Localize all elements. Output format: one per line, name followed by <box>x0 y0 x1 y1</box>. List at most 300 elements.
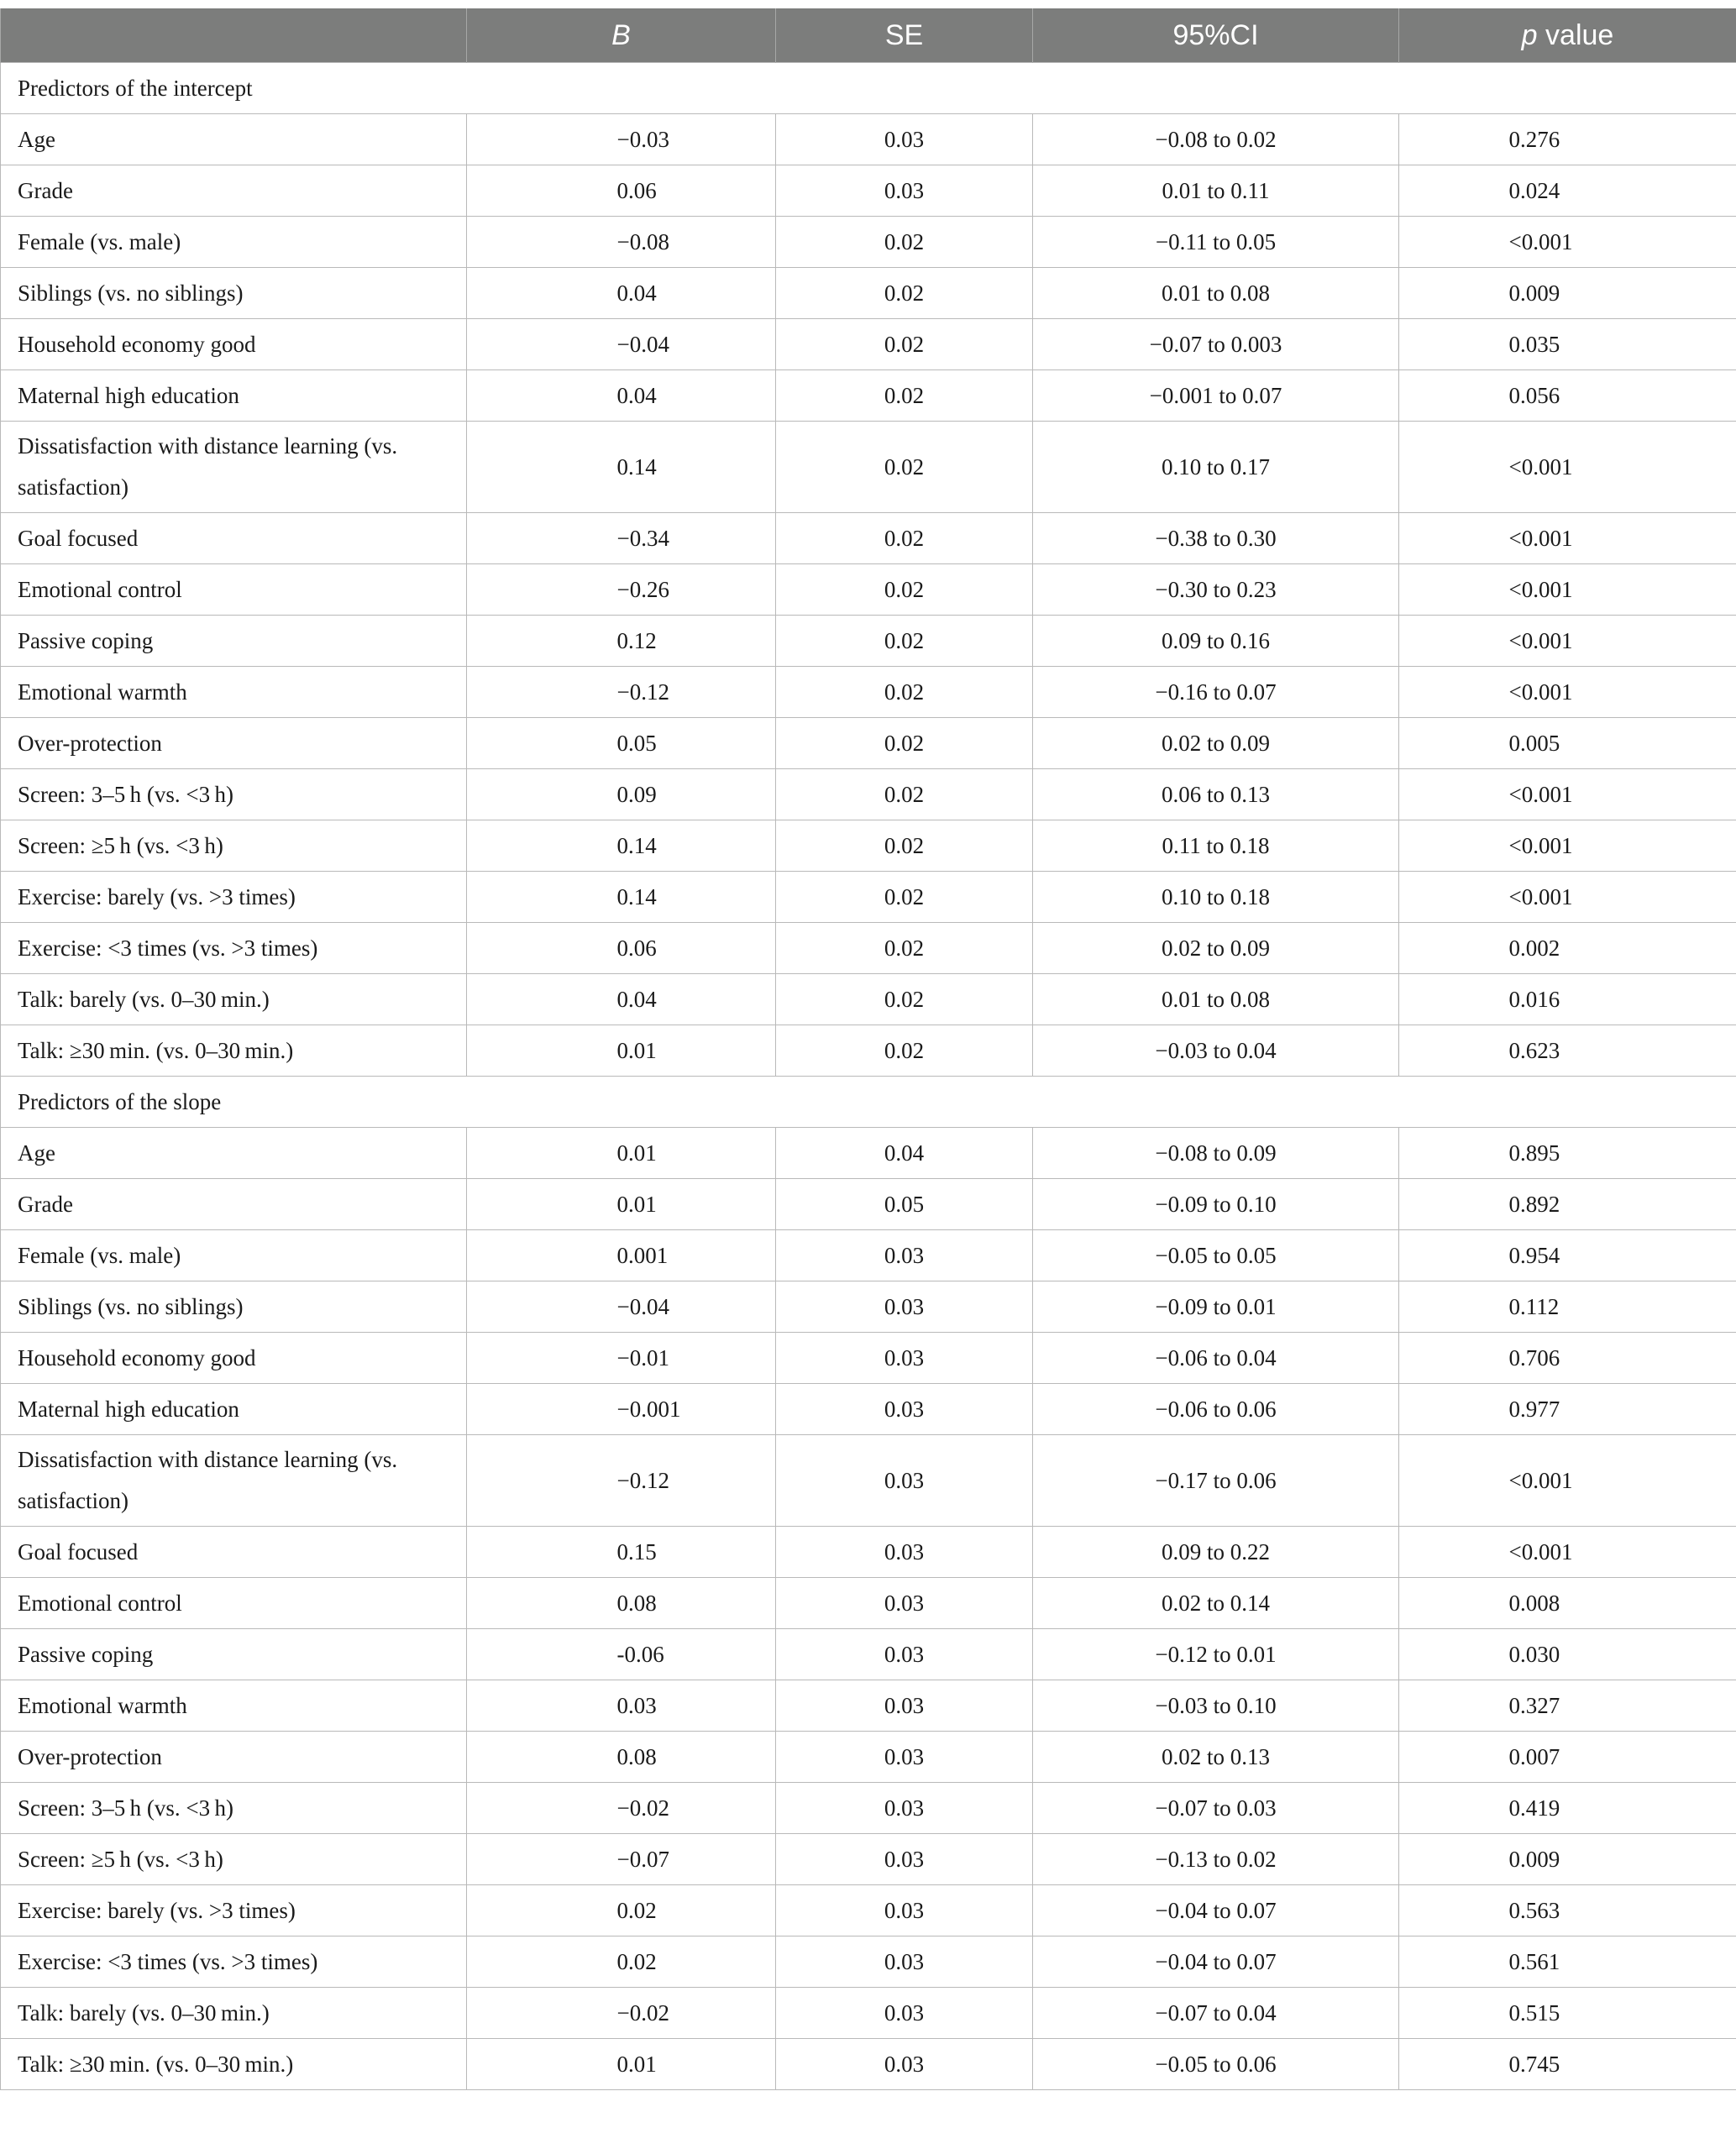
table-row <box>1 114 1736 165</box>
table-row <box>1 2039 1736 2090</box>
b-cell <box>467 2039 776 2090</box>
predictor-label: Passive coping <box>1 616 467 667</box>
ci-value: −0.04 to 0.07 <box>1033 1936 1399 1988</box>
p-value: 0.561 <box>1508 1948 1560 1974</box>
ci-value: 0.09 to 0.22 <box>1033 1527 1399 1578</box>
regression-table-container <box>0 8 1736 2090</box>
p-cell <box>1399 1384 1736 1435</box>
p-value: 0.007 <box>1508 1743 1560 1769</box>
b-value: 0.06 <box>616 177 657 203</box>
table-header <box>1 8 1736 63</box>
b-cell <box>467 1783 776 1834</box>
p-cell <box>1399 769 1736 820</box>
p-cell <box>1399 513 1736 564</box>
b-cell <box>467 616 776 667</box>
p-value: 0.030 <box>1508 1641 1560 1667</box>
b-value: 0.03 <box>616 1692 657 1718</box>
se-value: 0.02 <box>776 820 1033 872</box>
predictor-label: Age <box>1 1128 467 1179</box>
section-title: Predictors of the intercept <box>1 63 1736 114</box>
section-title: Predictors of the slope <box>1 1077 1736 1128</box>
p-value: 0.563 <box>1508 1897 1560 1923</box>
p-value: 0.745 <box>1508 2051 1560 2077</box>
p-value: <0.001 <box>1508 883 1573 909</box>
p-cell <box>1399 1834 1736 1885</box>
ci-value: 0.09 to 0.16 <box>1033 616 1399 667</box>
b-value: 0.04 <box>616 986 657 1012</box>
table-row <box>1 820 1736 872</box>
ci-value: 0.01 to 0.08 <box>1033 974 1399 1025</box>
table-row <box>1 1988 1736 2039</box>
p-cell <box>1399 1128 1736 1179</box>
b-value: 0.14 <box>616 832 657 858</box>
p-cell <box>1399 1435 1736 1527</box>
p-cell <box>1399 718 1736 769</box>
b-value: 0.05 <box>616 730 657 756</box>
table-row <box>1 1936 1736 1988</box>
b-value: 0.04 <box>616 382 657 408</box>
p-value: <0.001 <box>1508 576 1573 602</box>
p-value: <0.001 <box>1508 627 1573 653</box>
p-value: 0.005 <box>1508 730 1560 756</box>
p-value: 0.009 <box>1508 1846 1560 1872</box>
p-cell <box>1399 114 1736 165</box>
b-cell <box>467 1988 776 2039</box>
se-value: 0.03 <box>776 1783 1033 1834</box>
table-row <box>1 1885 1736 1936</box>
b-cell <box>467 1527 776 1578</box>
ci-value: −0.03 to 0.10 <box>1033 1680 1399 1732</box>
p-cell <box>1399 370 1736 422</box>
predictor-label: Emotional control <box>1 564 467 616</box>
ci-value: −0.30 to 0.23 <box>1033 564 1399 616</box>
header-p-text: value <box>1537 18 1614 51</box>
b-cell <box>467 923 776 974</box>
table-row <box>1 1128 1736 1179</box>
se-value: 0.05 <box>776 1179 1033 1230</box>
b-value: 0.001 <box>616 1242 669 1268</box>
b-cell <box>467 820 776 872</box>
b-cell <box>467 165 776 217</box>
b-cell <box>467 422 776 513</box>
table-row <box>1 616 1736 667</box>
p-value: 0.016 <box>1508 986 1560 1012</box>
table-row <box>1 422 1736 513</box>
predictor-label: Maternal high education <box>1 370 467 422</box>
header-p-value <box>1399 8 1736 63</box>
predictor-label: Maternal high education <box>1 1384 467 1435</box>
table-row <box>1 1834 1736 1885</box>
b-cell <box>467 1578 776 1629</box>
b-value: −0.001 <box>616 1396 681 1422</box>
p-cell <box>1399 1527 1736 1578</box>
table-row <box>1 667 1736 718</box>
table-row <box>1 769 1736 820</box>
ci-value: −0.11 to 0.05 <box>1033 217 1399 268</box>
ci-value: −0.03 to 0.04 <box>1033 1025 1399 1077</box>
se-value: 0.02 <box>776 923 1033 974</box>
se-value: 0.02 <box>776 974 1033 1025</box>
se-value: 0.03 <box>776 1230 1033 1281</box>
p-value: <0.001 <box>1508 1538 1573 1564</box>
b-value: -0.06 <box>616 1641 664 1667</box>
table-row <box>1 1333 1736 1384</box>
table-row <box>1 1025 1736 1077</box>
p-cell <box>1399 1281 1736 1333</box>
se-value: 0.02 <box>776 564 1033 616</box>
b-value: 0.01 <box>616 1037 657 1063</box>
ci-value: −0.38 to 0.30 <box>1033 513 1399 564</box>
ci-value: −0.13 to 0.02 <box>1033 1834 1399 1885</box>
b-cell <box>467 268 776 319</box>
b-cell <box>467 1834 776 1885</box>
b-value: 0.01 <box>616 1140 657 1166</box>
b-cell <box>467 1885 776 1936</box>
p-cell <box>1399 923 1736 974</box>
ci-value: −0.07 to 0.003 <box>1033 319 1399 370</box>
b-cell <box>467 974 776 1025</box>
ci-value: −0.05 to 0.05 <box>1033 1230 1399 1281</box>
b-cell <box>467 1128 776 1179</box>
p-cell <box>1399 1988 1736 2039</box>
b-cell <box>467 1179 776 1230</box>
p-value: 0.515 <box>1508 1999 1560 2026</box>
b-cell <box>467 513 776 564</box>
se-value: 0.03 <box>776 1885 1033 1936</box>
p-cell <box>1399 1783 1736 1834</box>
ci-value: −0.08 to 0.09 <box>1033 1128 1399 1179</box>
predictor-label: Exercise: <3 times (vs. >3 times) <box>1 1936 467 1988</box>
ci-value: −0.17 to 0.06 <box>1033 1435 1399 1527</box>
b-cell <box>467 1333 776 1384</box>
b-value: −0.12 <box>616 1467 669 1493</box>
b-value: −0.04 <box>616 331 669 357</box>
se-value: 0.02 <box>776 268 1033 319</box>
se-value: 0.03 <box>776 1435 1033 1527</box>
predictor-label: Screen: 3–5 h (vs. <3 h) <box>1 1783 467 1834</box>
p-cell <box>1399 872 1736 923</box>
b-value: −0.26 <box>616 576 669 602</box>
b-value: 0.09 <box>616 781 657 807</box>
se-value: 0.02 <box>776 872 1033 923</box>
p-value: 0.419 <box>1508 1795 1560 1821</box>
p-value: 0.112 <box>1508 1293 1560 1319</box>
predictor-label: Siblings (vs. no siblings) <box>1 268 467 319</box>
table-row <box>1 1578 1736 1629</box>
table-body <box>1 63 1736 2090</box>
p-value: 0.892 <box>1508 1191 1560 1217</box>
p-cell <box>1399 1936 1736 1988</box>
b-value: 0.02 <box>616 1948 657 1974</box>
p-value: <0.001 <box>1508 228 1573 254</box>
b-cell <box>467 564 776 616</box>
b-value: 0.04 <box>616 280 657 306</box>
p-value: <0.001 <box>1508 525 1573 551</box>
table-row <box>1 1230 1736 1281</box>
section-row <box>1 63 1736 114</box>
predictor-label: Female (vs. male) <box>1 1230 467 1281</box>
se-value: 0.02 <box>776 616 1033 667</box>
p-value: 0.002 <box>1508 935 1560 961</box>
predictor-label: Household economy good <box>1 319 467 370</box>
header-ci: 95%CI <box>1033 8 1399 63</box>
p-cell <box>1399 1732 1736 1783</box>
predictor-label: Siblings (vs. no siblings) <box>1 1281 467 1333</box>
ci-value: −0.16 to 0.07 <box>1033 667 1399 718</box>
predictor-label: Female (vs. male) <box>1 217 467 268</box>
se-value: 0.03 <box>776 1936 1033 1988</box>
ci-value: −0.001 to 0.07 <box>1033 370 1399 422</box>
p-value: <0.001 <box>1508 781 1573 807</box>
se-value: 0.03 <box>776 2039 1033 2090</box>
b-cell <box>467 1025 776 1077</box>
p-value: <0.001 <box>1508 453 1573 480</box>
b-cell <box>467 1281 776 1333</box>
predictor-label: Age <box>1 114 467 165</box>
p-cell <box>1399 1578 1736 1629</box>
predictor-label: Household economy good <box>1 1333 467 1384</box>
b-value: 0.06 <box>616 935 657 961</box>
ci-value: 0.01 to 0.08 <box>1033 268 1399 319</box>
b-value: 0.01 <box>616 1191 657 1217</box>
header-row <box>1 8 1736 63</box>
se-value: 0.02 <box>776 370 1033 422</box>
b-cell <box>467 1230 776 1281</box>
se-value: 0.03 <box>776 1281 1033 1333</box>
b-value: −0.03 <box>616 126 669 152</box>
se-value: 0.03 <box>776 1629 1033 1680</box>
b-cell <box>467 1384 776 1435</box>
p-cell <box>1399 2039 1736 2090</box>
ci-value: 0.11 to 0.18 <box>1033 820 1399 872</box>
p-cell <box>1399 217 1736 268</box>
table-row <box>1 319 1736 370</box>
table-row <box>1 1680 1736 1732</box>
b-cell <box>467 1629 776 1680</box>
b-cell <box>467 1435 776 1527</box>
predictor-label: Over-protection <box>1 718 467 769</box>
table-row <box>1 268 1736 319</box>
se-value: 0.03 <box>776 114 1033 165</box>
table-row <box>1 370 1736 422</box>
p-value: <0.001 <box>1508 679 1573 705</box>
b-value: 0.08 <box>616 1590 657 1616</box>
table-row <box>1 513 1736 564</box>
se-value: 0.03 <box>776 1988 1033 2039</box>
p-value: 0.056 <box>1508 382 1560 408</box>
b-value: 0.02 <box>616 1897 657 1923</box>
b-cell <box>467 1732 776 1783</box>
predictor-label: Emotional control <box>1 1578 467 1629</box>
ci-value: −0.09 to 0.01 <box>1033 1281 1399 1333</box>
se-value: 0.02 <box>776 769 1033 820</box>
p-value: 0.954 <box>1508 1242 1560 1268</box>
header-se: SE <box>776 8 1033 63</box>
ci-value: −0.08 to 0.02 <box>1033 114 1399 165</box>
predictor-label: Passive coping <box>1 1629 467 1680</box>
p-cell <box>1399 1025 1736 1077</box>
p-cell <box>1399 616 1736 667</box>
p-cell <box>1399 1230 1736 1281</box>
b-value: 0.14 <box>616 883 657 909</box>
header-predictor <box>1 8 467 63</box>
p-cell <box>1399 165 1736 217</box>
b-cell <box>467 769 776 820</box>
se-value: 0.03 <box>776 1333 1033 1384</box>
predictor-label: Exercise: <3 times (vs. >3 times) <box>1 923 467 974</box>
header-b: B <box>467 8 776 63</box>
p-value: 0.276 <box>1508 126 1560 152</box>
p-cell <box>1399 667 1736 718</box>
p-cell <box>1399 1179 1736 1230</box>
predictor-label: Talk: barely (vs. 0–30 min.) <box>1 1988 467 2039</box>
table-row <box>1 718 1736 769</box>
se-value: 0.03 <box>776 1834 1033 1885</box>
ci-value: −0.04 to 0.07 <box>1033 1885 1399 1936</box>
predictor-label: Talk: barely (vs. 0–30 min.) <box>1 974 467 1025</box>
b-value: −0.08 <box>616 228 669 254</box>
header-p-symbol: p <box>1521 18 1538 51</box>
ci-value: −0.07 to 0.04 <box>1033 1988 1399 2039</box>
b-value: 0.14 <box>616 453 657 480</box>
b-cell <box>467 370 776 422</box>
b-cell <box>467 872 776 923</box>
se-value: 0.03 <box>776 1384 1033 1435</box>
p-cell <box>1399 820 1736 872</box>
predictor-label: Exercise: barely (vs. >3 times) <box>1 1885 467 1936</box>
p-value: 0.008 <box>1508 1590 1560 1616</box>
se-value: 0.02 <box>776 319 1033 370</box>
se-value: 0.03 <box>776 1732 1033 1783</box>
b-cell <box>467 1936 776 1988</box>
predictor-label: Screen: 3–5 h (vs. <3 h) <box>1 769 467 820</box>
predictor-label: Over-protection <box>1 1732 467 1783</box>
p-value: 0.024 <box>1508 177 1560 203</box>
table-row <box>1 1281 1736 1333</box>
se-value: 0.02 <box>776 513 1033 564</box>
ci-value: −0.09 to 0.10 <box>1033 1179 1399 1230</box>
predictor-label: Screen: ≥5 h (vs. <3 h) <box>1 820 467 872</box>
b-value: 0.08 <box>616 1743 657 1769</box>
ci-value: 0.02 to 0.09 <box>1033 718 1399 769</box>
table-row <box>1 1179 1736 1230</box>
se-value: 0.03 <box>776 1680 1033 1732</box>
table-row <box>1 1629 1736 1680</box>
predictor-label: Emotional warmth <box>1 1680 467 1732</box>
table-row <box>1 1732 1736 1783</box>
table-row <box>1 1435 1736 1527</box>
b-value: −0.34 <box>616 525 669 551</box>
ci-value: −0.05 to 0.06 <box>1033 2039 1399 2090</box>
se-value: 0.02 <box>776 718 1033 769</box>
b-value: 0.12 <box>616 627 657 653</box>
ci-value: −0.12 to 0.01 <box>1033 1629 1399 1680</box>
p-value: 0.895 <box>1508 1140 1560 1166</box>
se-value: 0.02 <box>776 422 1033 513</box>
ci-value: −0.06 to 0.04 <box>1033 1333 1399 1384</box>
b-cell <box>467 718 776 769</box>
ci-value: 0.02 to 0.13 <box>1033 1732 1399 1783</box>
predictor-label: Dissatisfaction with distance learning (vs. satisfaction) <box>1 422 467 513</box>
ci-value: 0.02 to 0.14 <box>1033 1578 1399 1629</box>
se-value: 0.02 <box>776 217 1033 268</box>
se-value: 0.02 <box>776 1025 1033 1077</box>
se-value: 0.04 <box>776 1128 1033 1179</box>
b-cell <box>467 217 776 268</box>
p-cell <box>1399 1333 1736 1384</box>
table-row <box>1 872 1736 923</box>
p-cell <box>1399 268 1736 319</box>
p-cell <box>1399 1680 1736 1732</box>
predictor-label: Dissatisfaction with distance learning (vs. satisfaction) <box>1 1435 467 1527</box>
predictor-label: Goal focused <box>1 1527 467 1578</box>
p-value: 0.706 <box>1508 1344 1560 1370</box>
p-value: <0.001 <box>1508 832 1573 858</box>
ci-value: 0.02 to 0.09 <box>1033 923 1399 974</box>
ci-value: −0.06 to 0.06 <box>1033 1384 1399 1435</box>
p-cell <box>1399 564 1736 616</box>
b-value: −0.04 <box>616 1293 669 1319</box>
b-value: −0.07 <box>616 1846 669 1872</box>
b-cell <box>467 667 776 718</box>
predictor-label: Talk: ≥30 min. (vs. 0–30 min.) <box>1 2039 467 2090</box>
table-row <box>1 1384 1736 1435</box>
p-value: 0.009 <box>1508 280 1560 306</box>
predictor-label: Screen: ≥5 h (vs. <3 h) <box>1 1834 467 1885</box>
b-value: 0.15 <box>616 1538 657 1564</box>
ci-value: 0.06 to 0.13 <box>1033 769 1399 820</box>
b-cell <box>467 114 776 165</box>
table-row <box>1 1527 1736 1578</box>
b-value: −0.02 <box>616 1999 669 2026</box>
p-value: 0.327 <box>1508 1692 1560 1718</box>
b-cell <box>467 1680 776 1732</box>
regression-table <box>0 8 1736 2090</box>
predictor-label: Exercise: barely (vs. >3 times) <box>1 872 467 923</box>
predictor-label: Talk: ≥30 min. (vs. 0–30 min.) <box>1 1025 467 1077</box>
ci-value: 0.10 to 0.17 <box>1033 422 1399 513</box>
p-value: 0.035 <box>1508 331 1560 357</box>
b-value: 0.01 <box>616 2051 657 2077</box>
b-value: −0.12 <box>616 679 669 705</box>
p-value: 0.977 <box>1508 1396 1560 1422</box>
table-row <box>1 1783 1736 1834</box>
se-value: 0.03 <box>776 1578 1033 1629</box>
table-row <box>1 564 1736 616</box>
se-value: 0.03 <box>776 165 1033 217</box>
p-cell <box>1399 1629 1736 1680</box>
p-value: 0.623 <box>1508 1037 1560 1063</box>
se-value: 0.03 <box>776 1527 1033 1578</box>
predictor-label: Emotional warmth <box>1 667 467 718</box>
table-row <box>1 974 1736 1025</box>
p-cell <box>1399 422 1736 513</box>
b-value: −0.02 <box>616 1795 669 1821</box>
table-row <box>1 923 1736 974</box>
predictor-label: Grade <box>1 165 467 217</box>
table-row <box>1 165 1736 217</box>
p-cell <box>1399 319 1736 370</box>
ci-value: 0.10 to 0.18 <box>1033 872 1399 923</box>
b-cell <box>467 319 776 370</box>
p-cell <box>1399 974 1736 1025</box>
p-value: <0.001 <box>1508 1467 1573 1493</box>
predictor-label: Grade <box>1 1179 467 1230</box>
se-value: 0.02 <box>776 667 1033 718</box>
ci-value: −0.07 to 0.03 <box>1033 1783 1399 1834</box>
p-cell <box>1399 1885 1736 1936</box>
predictor-label: Goal focused <box>1 513 467 564</box>
